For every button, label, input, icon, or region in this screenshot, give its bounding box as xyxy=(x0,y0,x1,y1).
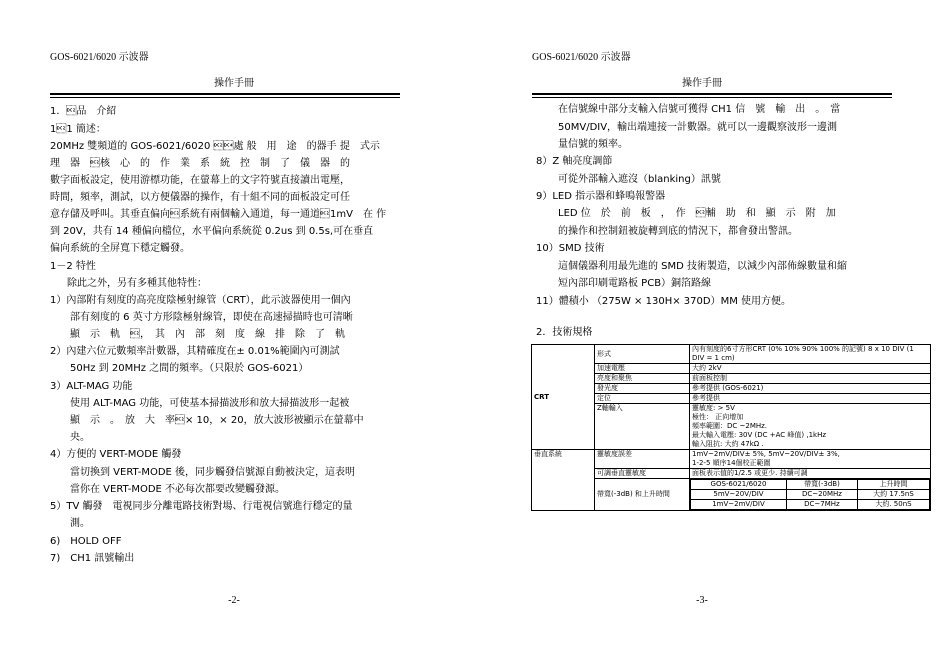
spec-line: 輸入阻抗: 大約 47kΩ . xyxy=(692,440,764,448)
section-title: 2．技術規格 xyxy=(536,327,593,338)
grid-header: 上升時間 xyxy=(857,480,929,490)
text-line: 測。 xyxy=(70,518,90,529)
section-heading: 11 簡述： xyxy=(50,124,106,135)
header-rule-thin xyxy=(50,97,400,98)
text-line: 量信號的頻率。 xyxy=(558,139,628,150)
grid-cell: 5mV~20V/DIV xyxy=(691,490,787,500)
list-item: 8）Z 軸亮度調節 xyxy=(536,156,613,167)
text-line: LED 位 於 前 板 ， 作 輔 助 和 顯 示 附 加 xyxy=(558,208,836,219)
text-line: 這個儀器利用最先進的 SMD 技術製造，以減少內部佈線數量和縮 xyxy=(558,261,848,272)
spec-item: 定位 xyxy=(595,394,690,404)
list-item: 3）ALT-MAG 功能 xyxy=(50,381,133,392)
text-line: 在信號線中部分支輸入信號可獲得 CH1 信 號 輸 出 。 當 xyxy=(558,104,841,115)
text-line: 部有刻度的 6 英寸方形陰極射線管，即使在高速掃描時也可清晰 xyxy=(70,312,353,323)
spec-line: 靈敏度: > 5V xyxy=(692,404,735,412)
text-line: 理 器 核 心 的 作 業 系 統 控 制 了 儀 器 的 xyxy=(50,158,350,169)
spec-item: 發光度 xyxy=(595,384,690,394)
spec-line: 最大輸入電壓: 30V (DC +AC 峰值) ,1kHz xyxy=(692,431,827,439)
spec-line: 1mV~2mV/DIV± 5%, 5mV~20V/DIV± 3%, xyxy=(692,450,840,458)
page-header: GOS-6021/6020 示波器 xyxy=(50,52,149,63)
text-line: 意存儲及呼叫。其垂直偏向系統有兩個輸入通道，每一通道1mV 在 作 xyxy=(50,209,387,220)
text-line: 除此之外，另有多種其他特性： xyxy=(67,278,207,289)
spec-line: 極性： 正向增加 xyxy=(692,413,744,421)
spec-item: 帶寬(-3dB) 和上升時間 xyxy=(595,479,690,511)
page-header: GOS-6021/6020 示波器 xyxy=(532,52,631,63)
text-line: 到 20V，共有 14 種偏向檔位，水平偏向系統從 0.2us 到 0.5s,可在垂直 xyxy=(50,226,374,237)
header-rule-thin xyxy=(532,97,892,98)
page-subheader: 操作手冊 xyxy=(682,78,722,89)
spec-item: Z軸輸入 xyxy=(595,404,690,450)
list-item: 9）LED 指示器和蜂鳴報警器 xyxy=(536,191,666,202)
page-number: -3- xyxy=(696,595,708,606)
list-item: 5）TV 觸發 電視同步分離電路技術對場、行電視信號進行穩定的量 xyxy=(50,501,353,512)
spec-value xyxy=(690,450,931,469)
text-line: 數字面板設定，使用游標功能，在螢幕上的文字符號直接讀出電壓， xyxy=(50,175,350,186)
page-subheader: 操作手冊 xyxy=(214,78,254,89)
grid-cell: 1mV~2mV/DIV xyxy=(691,500,787,510)
header-rule xyxy=(532,93,892,95)
bandwidth-grid-cell xyxy=(690,479,931,511)
list-item: 2）內建六位元數頻率計數器，其精確度在± 0.01%範圍內可測試 xyxy=(50,346,340,357)
spec-item: 靈敏度誤差 xyxy=(595,450,690,469)
list-item: 10）SMD 技術 xyxy=(536,243,605,254)
spec-value: 大約 2kV xyxy=(690,364,931,374)
list-item: 1）內部附有刻度的高亮度陰極射線管（CRT），此示波器使用一個內 xyxy=(50,295,351,306)
text-line: 偏向系統的全屏寬下穩定觸發。 xyxy=(50,243,190,254)
grid-cell: DC~20MHz xyxy=(786,490,857,500)
text-line: 可從外部輸入遮沒（blanking）訊號 xyxy=(558,174,721,185)
spec-item: 形式 xyxy=(595,345,690,364)
grid-cell: 大約. 50nS xyxy=(857,500,929,510)
vertical-category: 垂直系統 xyxy=(532,450,595,511)
spec-line: 1-2-5 順序14個校正範圍 xyxy=(692,459,771,467)
text-line: 的操作和控制鈕被旋轉到底的情況下，都會發出警訊。 xyxy=(558,226,798,237)
section-heading: 1－2 特性 xyxy=(50,261,96,272)
spec-value: 前面板控制 xyxy=(690,374,931,384)
text-line: 20MHz 雙頻道的 GOS-6021/6020 處 般 用 途 的器手 提 式示 xyxy=(50,141,380,152)
right-page xyxy=(468,0,936,662)
text-line: 使用 ALT-MAG 功能，可使基本掃描波形和放大掃描波形一起被 xyxy=(70,398,350,409)
list-item: 6) HOLD OFF xyxy=(50,536,122,547)
page-number: -2- xyxy=(228,595,240,606)
text-line: 50MV/DIV，輸出端連接一計數器。就可以一邊觀察波形一邊測 xyxy=(558,122,838,133)
spec-value: 內有刻度的6寸方形CRT (0% 10% 90% 100% 的記號) 8 x 10 DIV (1 DIV = 1 cm) xyxy=(690,345,931,364)
spec-item: 加速電壓 xyxy=(595,364,690,374)
text-line: 50Hz 到 20MHz 之間的頻率。（只限於 GOS-6021） xyxy=(70,363,309,374)
spec-value: 參考提供 xyxy=(690,394,931,404)
spec-value xyxy=(690,404,931,450)
grid-header: 帶寬(-3dB) xyxy=(786,480,857,490)
text-line: 短內部印刷電路板 PCB）銅箔路線 xyxy=(558,278,712,289)
section-title: 1．品 介紹 xyxy=(50,106,117,117)
list-item: 7) CH1 訊號輸出 xyxy=(50,553,135,564)
text-line: 當你在 VERT-MODE 不必每次都要改變觸發源。 xyxy=(70,484,286,495)
text-line: 顯 示 軌 ， 其 內 部 刻 度 線 排 除 了 軌 xyxy=(70,329,345,340)
grid-cell: DC~7MHz xyxy=(786,500,857,510)
spec-value: 參考提供 (GOS-6021) xyxy=(690,384,931,394)
spec-item: 亮度和聚焦 xyxy=(595,374,690,384)
grid-header: GOS-6021/6020 xyxy=(691,480,787,490)
text-line: 央。 xyxy=(70,432,90,443)
spec-line: 頻率範圍：DC ~2MHz. xyxy=(692,422,768,430)
text-line: 時間，頻率，測試，以方便儀器的操作，有十組不同的面板設定可任 xyxy=(50,192,350,203)
spec-table xyxy=(531,344,931,511)
grid-cell: 大約 17.5nS xyxy=(857,490,929,500)
header-rule xyxy=(50,93,400,95)
spec-item: 可調垂直靈敏度 xyxy=(595,469,690,479)
bandwidth-grid xyxy=(690,479,930,510)
text-line: 當切換到 VERT-MODE 後，同步觸發信號源自動被決定，這表明 xyxy=(70,467,356,478)
list-item: 11）體積小 （275W × 130H× 370D）MM 使用方便。 xyxy=(536,296,791,307)
spec-value: 面板表示值的1/2.5 或更少. 持續可調 xyxy=(690,469,931,479)
list-item: 4）方便的 VERT-MODE 觸發 xyxy=(50,449,182,460)
text-line: 顯 示 。 放 大 率× 10，× 20，放大波形被顯示在螢幕中 xyxy=(70,415,364,426)
crt-category: CRT xyxy=(532,345,595,450)
